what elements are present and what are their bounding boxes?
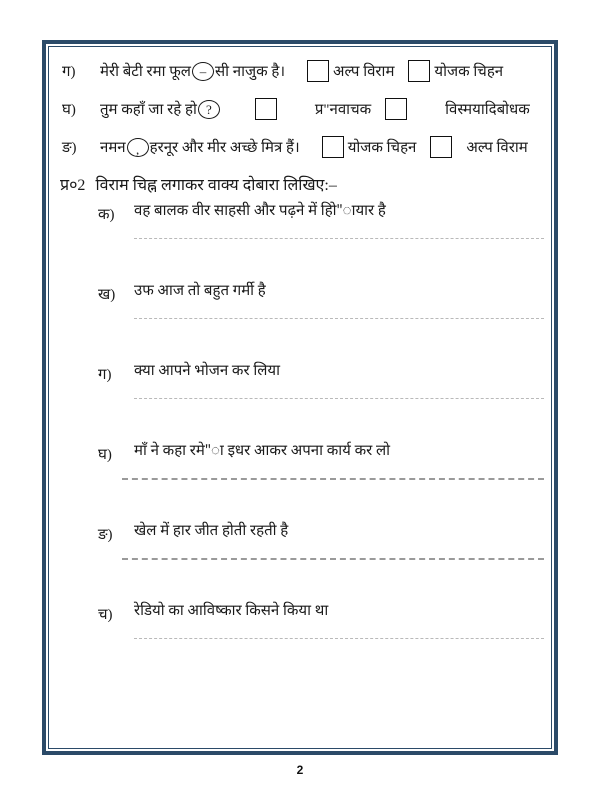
mcq-sentence	[100, 61, 285, 81]
answer-write-line[interactable]	[134, 638, 544, 639]
mcq-item-label: घ)	[62, 102, 76, 118]
mcq-option-label: योजक चिहन	[434, 64, 504, 80]
sub-item-text: क्या आपने भोजन कर लिया	[134, 363, 280, 379]
mcq-sentence-before: तुम कहाँ जा रहे हो	[100, 102, 197, 118]
sub-item-body	[134, 282, 544, 319]
mcq-row	[56, 90, 544, 128]
sub-item-label: ङ)	[98, 527, 113, 543]
circled-punctuation-mark: –	[192, 62, 214, 81]
question-sub-item	[56, 442, 544, 522]
mcq-option-label: अल्प विराम	[466, 140, 528, 156]
mcq-option-checkbox[interactable]	[408, 60, 430, 82]
page-border-frame	[42, 40, 558, 755]
answer-write-line[interactable]	[134, 398, 544, 399]
question-2-heading	[56, 166, 544, 202]
mcq-option-checkbox[interactable]	[430, 136, 452, 158]
mcq-item-label: ङ)	[62, 140, 77, 156]
sub-item-body	[134, 362, 544, 399]
mcq-row	[56, 52, 544, 90]
mcq-option-label: योजक चिहन	[347, 140, 417, 156]
question-title: विराम चिह्न लगाकर वाक्य दोबारा लिखिए:–	[95, 177, 337, 194]
sub-item-text: उफ आज तो बहुत गर्मी है	[134, 283, 266, 299]
mcq-sentence-before: नमन	[100, 140, 126, 156]
sub-item-text: वह बालक वीर साहसी और पढ़ने में होि"ायार है	[134, 203, 386, 219]
mcq-sentence-after: सी नाजुक है।	[214, 64, 286, 80]
mcq-sentence-before: मेरी बेटी रमा फूल	[100, 64, 191, 80]
sub-item-text: खेल में हार जीत होती रहती है	[134, 523, 289, 539]
answer-write-line[interactable]	[122, 558, 544, 560]
answer-write-line[interactable]	[134, 238, 544, 239]
sub-item-label: घ)	[98, 447, 112, 463]
mcq-option-label: विस्मयादिबोधक	[445, 102, 530, 118]
mcq-sentence-after: हरनूर और मीर अच्छे मित्र हैं।	[149, 140, 300, 156]
question-sub-item	[56, 522, 544, 602]
question-sub-item	[56, 602, 544, 682]
mcq-option-checkbox[interactable]	[322, 136, 344, 158]
circled-punctuation-mark: ?	[198, 100, 220, 119]
sub-item-body	[134, 442, 544, 480]
page-content	[46, 44, 554, 751]
answer-write-line[interactable]	[134, 318, 544, 319]
question-sub-item	[56, 282, 544, 362]
circled-punctuation-mark: ,	[127, 138, 149, 157]
sub-item-label: ग)	[98, 367, 112, 383]
mcq-sentence	[100, 137, 300, 157]
sub-item-text: माँ ने कहा रमे"ा इधर आकर अपना कार्य कर लो	[134, 443, 391, 459]
question-sub-item	[56, 202, 544, 282]
mcq-option-label: अल्प विराम	[333, 64, 395, 80]
answer-write-line[interactable]	[122, 478, 544, 480]
sub-item-body	[134, 522, 544, 560]
mcq-option-checkbox[interactable]	[255, 98, 277, 120]
mcq-option-label: प्र"नवाचक	[314, 102, 372, 118]
mcq-option-checkbox[interactable]	[307, 60, 329, 82]
mcq-option-checkbox[interactable]	[385, 98, 407, 120]
sub-item-text: रेडियो का आविष्कार किसने किया था	[134, 603, 329, 619]
sub-item-label: ख)	[98, 287, 116, 303]
sub-item-body	[134, 202, 544, 239]
mcq-sentence	[100, 99, 221, 119]
page-number: 2	[296, 763, 304, 777]
sub-item-label: क)	[98, 207, 115, 223]
sub-item-body	[134, 602, 544, 639]
question-number: प्र०2	[60, 177, 86, 194]
question-sub-item	[56, 362, 544, 442]
mcq-row	[56, 128, 544, 166]
sub-item-label: च)	[98, 607, 113, 623]
mcq-item-label: ग)	[62, 64, 76, 80]
